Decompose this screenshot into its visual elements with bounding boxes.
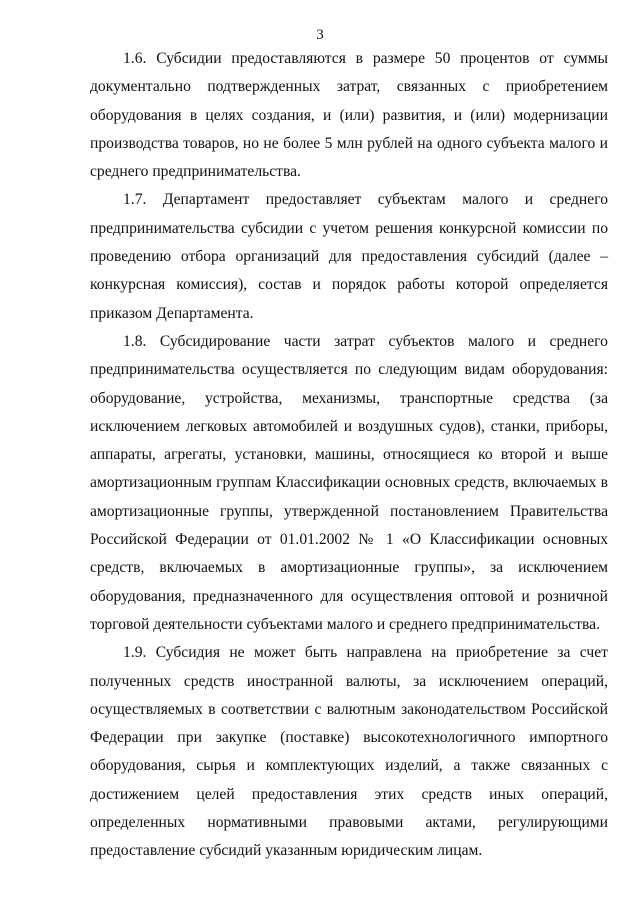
paragraph-number: 1.7. xyxy=(123,191,147,209)
paragraph-text: Субсидия не может быть направлена на приобретение за счет полученных средств иностранной валюты, за исключением операций, осуществляемых в соответствии с валютным законодательством Российской Федерации при закупке (поставке) высокотехнологичного импортного оборудования, сырья и комплектующих изделий, а также связанных с достижением целей предоставления этих средств иных операций, определенных нормативными правовыми актами, регулирующими предоставление субсидий указанным юридическим лицам. xyxy=(90,644,608,860)
paragraph-1-9 xyxy=(90,639,608,865)
paragraph-1-6 xyxy=(90,45,608,186)
paragraph-1-8 xyxy=(90,328,608,639)
paragraph-text: Департамент предоставляет субъектам малого и среднего предпринимательства субсидии с учетом решения конкурсной комиссии по проведению отбора организаций для предоставления субсидий (далее – конкурсная комиссия), состав и порядок работы которой определяется приказом Департамента. xyxy=(90,191,608,322)
page-number: 3 xyxy=(316,27,324,43)
paragraph-text: Субсидирование части затрат субъектов малого и среднего предпринимательства осуществляется по следующим видам оборудования: оборудование, устройства, механизмы, транспортные средства (за исключением легковых автомобилей и воздушных судов), станки, приборы, аппараты, агрегаты, установки, машины, относящиеся ко второй и выше амортизационным группам Классификации основных средств, включаемых в амортизационные группы, утвержденной постановлением Правительства Российской Федерации от 01.01.2002 № 1 «О Классификации основных средств, включаемых в амортизационные группы», за исключением оборудования, предназначенного для осуществления оптовой и розничной торговой деятельности субъектами малого и среднего предпринимательства. xyxy=(90,332,608,633)
document-body xyxy=(90,45,608,866)
paragraph-number: 1.6. xyxy=(123,50,147,67)
paragraph-number: 1.8. xyxy=(123,332,147,350)
paragraph-number: 1.9. xyxy=(123,644,147,662)
paragraph-1-7 xyxy=(90,186,608,327)
paragraph-text: Субсидии предоставляются в размере 50 процентов от суммы документально подтвержденных затрат, связанных с приобретением оборудования в целях создания, и (или) развития, и (или) модернизации производства товаров, но не более 5 млн рублей на одного субъекта малого и среднего предпринимательства. xyxy=(90,50,608,181)
